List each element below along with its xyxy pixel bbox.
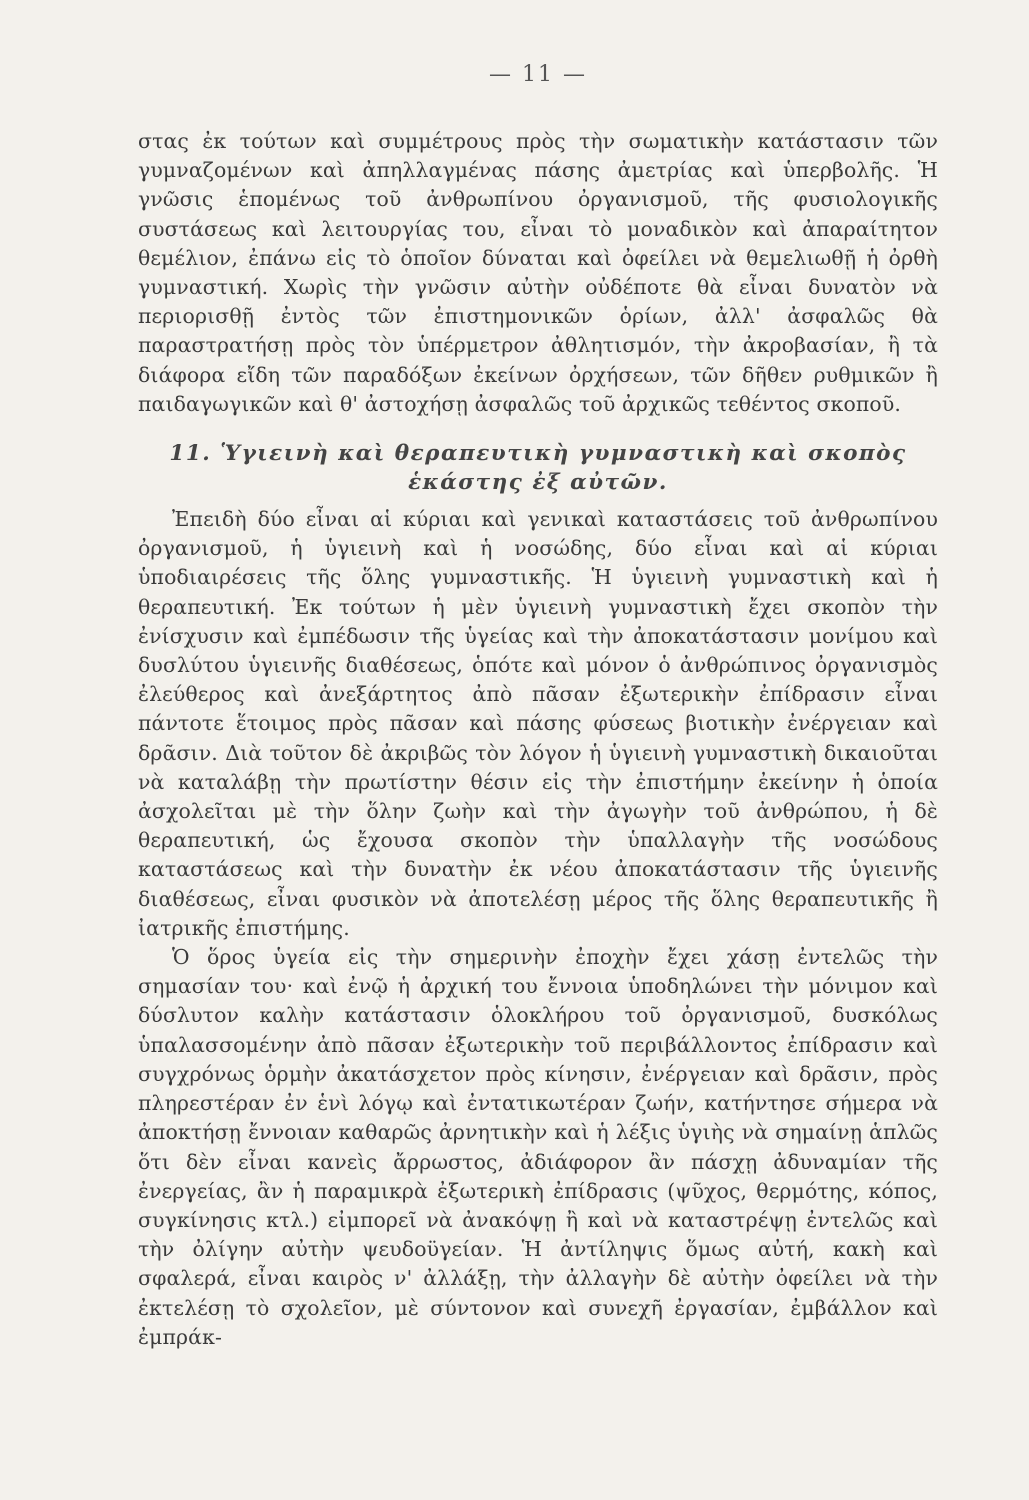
- section-heading-line-1: 11. Ὑγιεινὴ καὶ θεραπευτικὴ γυμναστικὴ καὶ σκοπὸς: [169, 441, 907, 467]
- document-page: [138, 62, 938, 1352]
- body-paragraph-1: Ἐπειδὴ δύο εἶναι αἱ κύριαι καὶ γενικαὶ καταστάσεις τοῦ ἀνθρωπίνου ὀργανισμοῦ, ἡ ὑγιεινὴ καὶ ἡ νοσώδης, δύο εἶναι καὶ αἱ κύριαι ὑποδιαιρέσεις τῆς ὅλης γυμναστικῆς. Ἡ ὑγιεινὴ γυμναστικὴ καὶ ἡ θεραπευτική. Ἐκ τούτων ἡ μὲν ὑγιεινὴ γυμναστικὴ ἔχει σκοπὸν τὴν ἐνίσχυσιν καὶ ἐμπέδωσιν τῆς ὑγείας καὶ τὴν ἀποκατάστασιν μονίμου καὶ δυσλύτου ὑγιεινῆς διαθέσεως, ὁπότε καὶ μόνον ὁ ἀνθρώπινος ὀργανισμὸς ἐλεύθερος καὶ ἀνεξάρτητος ἀπὸ πᾶσαν ἐξωτερικὴν ἐπίδρασιν εἶναι πάντοτε ἕτοιμος πρὸς πᾶσαν καὶ πάσης φύσεως βιοτικὴν ἐνέργειαν καὶ δρᾶσιν. Διὰ τοῦτον δὲ ἀκριβῶς τὸν λόγον ἡ ὑγιεινὴ γυμναστικὴ δικαιοῦται νὰ καταλάβῃ τὴν πρωτίστην θέσιν εἰς τὴν ἐπιστήμην ἐκείνην ἡ ὁποία ἀσχολεῖται μὲ τὴν ὅλην ζωὴν καὶ τὴν ἀγωγὴν τοῦ ἀνθρώπου, ἡ δὲ θεραπευτική, ὡς ἔχουσα σκοπὸν τὴν ὑπαλλαγὴν τῆς νοσώδους καταστάσεως καὶ τὴν δυνατὴν ἐκ νέου ἀποκατάστασιν τῆς ὑγιεινῆς διαθέσεως, εἶναι φυσικὸν νὰ ἀποτελέσῃ μέρος τῆς ὅλης θεραπευτικῆς ἢ ἰατρικῆς ἐπιστήμης.: [138, 507, 938, 940]
- section-heading-line-2: ἑκάστης ἐξ αὐτῶν.: [408, 470, 668, 496]
- page-number: — 11 —: [489, 62, 587, 87]
- continuation-paragraph: στας ἐκ τούτων καὶ συμμέτρους πρὸς τὴν σωματικὴν κατάστασιν τῶν γυμναζομένων καὶ ἀπηλλαγμένας πάσης ἀμετρίας καὶ ὑπερβολῆς. Ἡ γνῶσις ἑπομένως τοῦ ἀνθρωπίνου ὀργανισμοῦ, τῆς φυσιολογικῆς συστάσεως καὶ λειτουργίας του, εἶναι τὸ μοναδικὸν καὶ ἀπαραίτητον θεμέλιον, ἐπάνω εἰς τὸ ὁποῖον δύναται καὶ ὀφείλει νὰ θεμελιωθῇ ἡ ὀρθὴ γυμναστική. Χωρὶς τὴν γνῶσιν αὐτὴν οὐδέποτε θὰ εἶναι δυνατὸν νὰ περιορισθῇ ἐντὸς τῶν ἐπιστημονικῶν ὁρίων, ἀλλ' ἀσφαλῶς θὰ παραστρατήσῃ πρὸς τὸν ὑπέρμετρον ἀθλητισμόν, τὴν ἀκροβασίαν, ἢ τὰ διάφορα εἴδη τῶν παραδόξων ἐκείνων ὀρχήσεων, τῶν δῆθεν ρυθμικῶν ἢ παιδαγωγικῶν καὶ θ' ἀστοχήσῃ ἀσφαλῶς τοῦ ἀρχικῶς τεθέντος σκοποῦ.: [138, 129, 938, 416]
- body-paragraph-2: Ὁ ὅρος ὑγεία εἰς τὴν σημερινὴν ἐποχὴν ἔχει χάσῃ ἐντελῶς τὴν σημασίαν του· καὶ ἐνῷ ἡ ἀρχική του ἔννοια ὑποδηλώνει τὴν μόνιμον καὶ δύσλυτον καλὴν κατάστασιν ὁλοκλήρου τοῦ ὀργανισμοῦ, δυσκόλως ὑπαλασσομένην ἀπὸ πᾶσαν ἐξωτερικὴν τοῦ περιβάλλοντος ἐπίδρασιν καὶ συγχρόνως ὁρμὴν ἀκατάσχετον πρὸς κίνησιν, ἐνέργειαν καὶ δρᾶσιν, πρὸς πληρεστέραν ἐν ἑνὶ λόγῳ καὶ ἐντατικωτέραν ζωήν, κατήντησε σήμερα νὰ ἀποκτήσῃ ἔννοιαν καθαρῶς ἀρνητικὴν καὶ ἡ λέξις ὑγιὴς νὰ σημαίνῃ ἁπλῶς ὅτι δὲν εἶναι κανεὶς ἄρρωστος, ἀδιάφορον ἂν πάσχῃ ἀδυναμίαν τῆς ἐνεργείας, ἂν ἡ παραμικρὰ ἐξωτερικὴ ἐπίδρασις (ψῦχος, θερμότης, κόπος, συγκίνησις κτλ.) εἰμπορεῖ νὰ ἀνακόψῃ ἢ καὶ νὰ καταστρέψῃ ἐντελῶς καὶ τὴν ὀλίγην αὐτὴν ψευδοϋγείαν. Ἡ ἀντίληψις ὅμως αὐτή, κακὴ καὶ σφαλερά, εἶναι καιρὸς ν' ἀλλάξῃ, τὴν ἀλλαγὴν δὲ αὐτὴν ὀφείλει νὰ τὴν ἐκτελέσῃ τὸ σχολεῖον, μὲ σύντονον καὶ συνεχῆ ἐργασίαν, ἐμβάλλον καὶ ἐμπράκ-: [138, 945, 938, 1349]
- section-heading: [138, 439, 938, 497]
